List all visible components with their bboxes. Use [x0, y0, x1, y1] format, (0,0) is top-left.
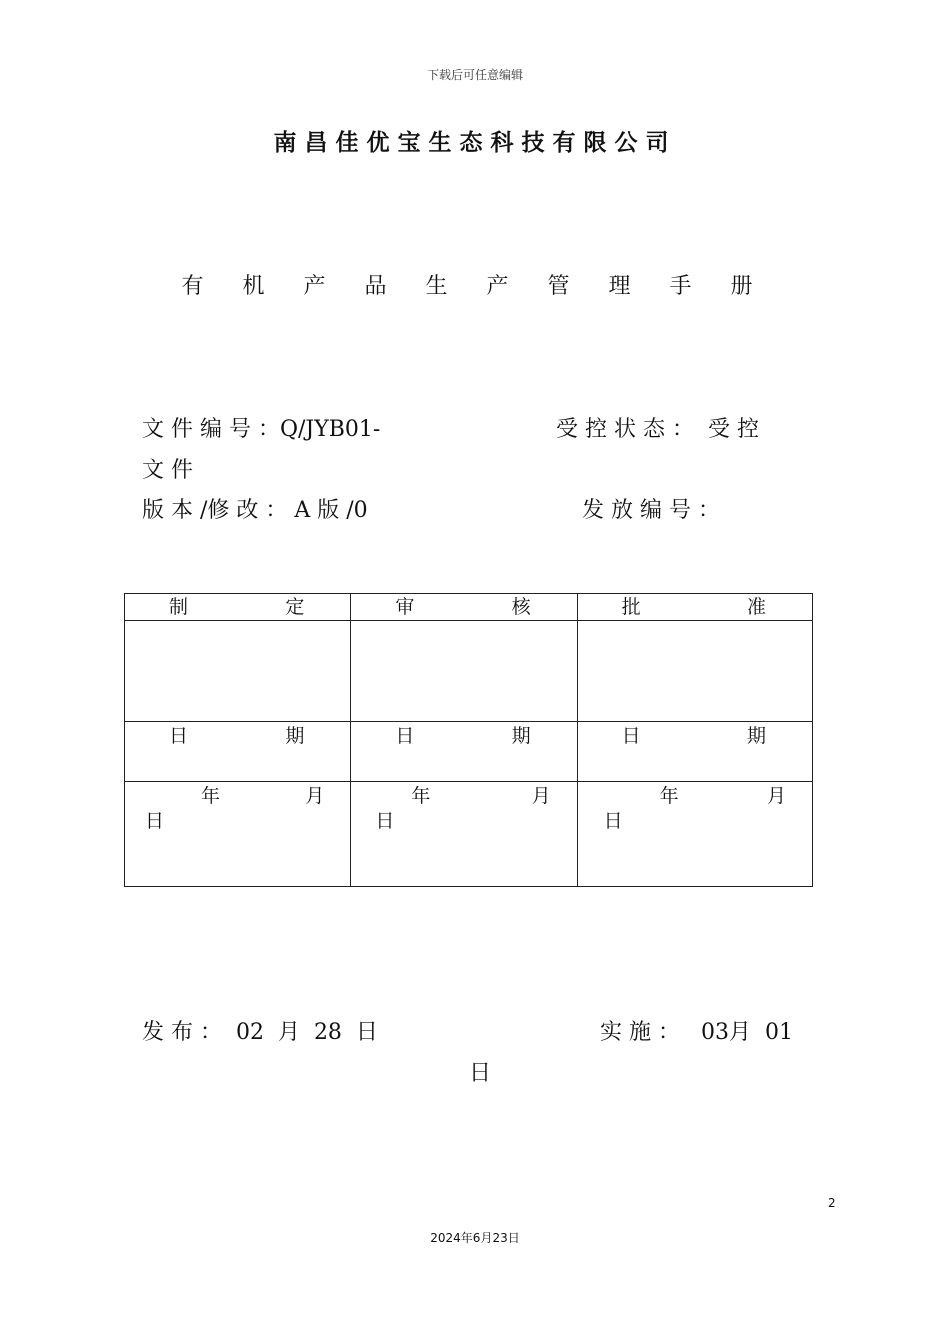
- signature-cell-prepared: [125, 621, 351, 722]
- day-label: 日: [603, 810, 623, 832]
- day-label: 日: [375, 810, 395, 832]
- distribution-number: 发 放 编 号 ：: [582, 498, 720, 523]
- approval-header-row: [125, 594, 813, 621]
- date-value-cell: [125, 782, 351, 887]
- date-label-cell: [125, 722, 351, 782]
- header-note: 下载后可任意编辑: [426, 68, 523, 82]
- month-label: 月: [305, 785, 325, 807]
- date-value-cell: [577, 782, 812, 887]
- issue-date: 发 布 ： 02 月 28 日: [142, 1020, 378, 1045]
- effective-date-continued: 日: [469, 1061, 492, 1086]
- date-char: 期: [746, 725, 766, 747]
- version-revision: 版 本 /修 改 ： A 版 /0: [142, 498, 368, 523]
- date-label-cell: [351, 722, 577, 782]
- date-value-row: [125, 782, 813, 887]
- header-cell-approved: [577, 594, 812, 621]
- approval-table: [124, 593, 813, 887]
- year-label: 年: [201, 785, 221, 807]
- date-char: 期: [511, 725, 531, 747]
- control-status-continued: 文 件: [142, 458, 193, 483]
- date-label-row: [125, 722, 813, 782]
- header-char: 核: [511, 596, 531, 618]
- header-char: 审: [395, 596, 415, 618]
- footer-date: 2024年6月23日: [430, 1231, 520, 1245]
- file-number: 文 件 编 号 ：Q/JYB01-: [142, 417, 381, 442]
- year-label: 年: [411, 785, 431, 807]
- date-char: 日: [169, 725, 189, 747]
- signature-row: [125, 621, 813, 722]
- company-name: 南昌佳优宝生态科技有限公司: [273, 130, 677, 156]
- signature-cell-approved: [577, 621, 812, 722]
- date-label-cell: [577, 722, 812, 782]
- date-value-cell: [351, 782, 577, 887]
- control-status: 受 控 状 态 ： 受 控: [556, 417, 759, 442]
- date-char: 日: [621, 725, 641, 747]
- date-char: 日: [395, 725, 415, 747]
- header-cell-prepared: [125, 594, 351, 621]
- year-label: 年: [659, 785, 679, 807]
- day-label: 日: [145, 810, 165, 832]
- document-title: 有 机 产 品 生 产 管 理 手 册: [181, 274, 769, 299]
- effective-date: 实 施 ： 03月 01: [600, 1020, 793, 1045]
- date-char: 期: [285, 725, 305, 747]
- header-char: 批: [621, 596, 641, 618]
- header-char: 定: [285, 596, 305, 618]
- month-label: 月: [531, 785, 551, 807]
- header-char: 制: [169, 596, 189, 618]
- header-char: 准: [746, 596, 766, 618]
- signature-cell-reviewed: [351, 621, 577, 722]
- header-cell-reviewed: [351, 594, 577, 621]
- month-label: 月: [766, 785, 786, 807]
- page-number: 2: [828, 1196, 836, 1210]
